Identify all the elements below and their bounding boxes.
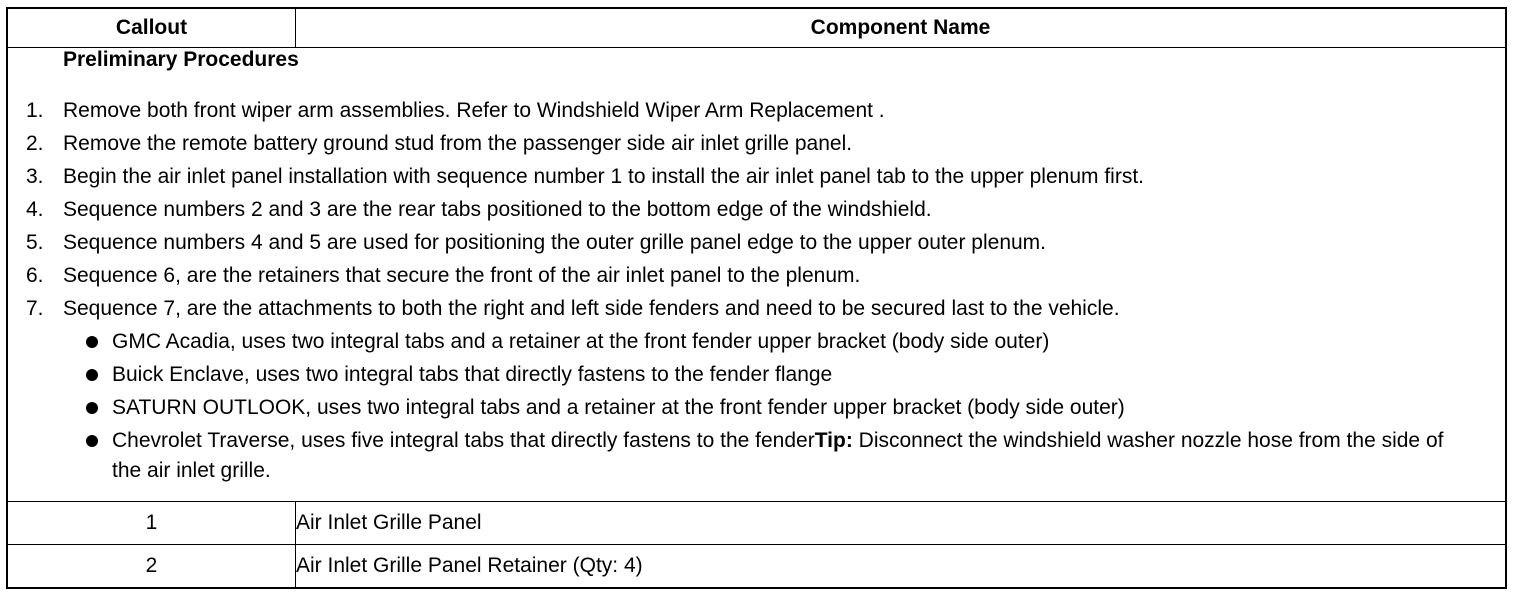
bullet-item	[8, 325, 1505, 358]
step-number: 4.	[26, 198, 44, 221]
vehicle-bullets	[8, 325, 1505, 486]
bullet-dot-icon	[86, 435, 98, 447]
component-table	[6, 7, 1507, 589]
bullet-text: Buick Enclave, uses two integral tabs that directly fastens to the fender flange	[112, 363, 833, 386]
step-text: Sequence 7, are the attachments to both the right and left side fenders and need to be secured last to the vehicle.	[63, 297, 1120, 320]
step-item	[8, 292, 1505, 325]
tip-text: Disconnect the windshield washer nozzle hose from the side of the air inlet grille.	[112, 429, 1444, 482]
step-text: Remove the remote battery ground stud from the passenger side air inlet grille panel.	[63, 132, 853, 155]
bullet-dot-icon	[86, 369, 98, 381]
procedure-steps	[8, 94, 1505, 325]
bullet-text: SATURN OUTLOOK, uses two integral tabs and a retainer at the front fender upper bracket (body side outer)	[112, 396, 1125, 419]
bullet-text: Chevrolet Traverse, uses five integral tabs that directly fastens to the fender	[112, 429, 815, 452]
table-row	[7, 502, 1506, 545]
bullet-text: GMC Acadia, uses two integral tabs and a retainer at the front fender upper bracket (body side outer)	[112, 330, 1050, 353]
preliminary-row	[7, 48, 1506, 502]
step-item	[8, 94, 1505, 127]
step-item	[8, 193, 1505, 226]
bullet-dot-icon	[86, 336, 98, 348]
step-text: Sequence 6, are the retainers that secure the front of the air inlet panel to the plenum.	[63, 264, 861, 287]
step-text: Remove both front wiper arm assemblies. Refer to Windshield Wiper Arm Replacement .	[63, 99, 885, 122]
bullet-dot-icon	[86, 402, 98, 414]
step-number: 1.	[26, 99, 44, 122]
component-name-cell: Air Inlet Grille Panel	[296, 502, 1507, 545]
callout-cell: 1	[7, 502, 296, 545]
tip-label: Tip:	[814, 429, 853, 452]
bullet-item	[8, 391, 1505, 424]
step-number: 3.	[26, 165, 44, 188]
preliminary-procedures-cell	[7, 48, 1506, 502]
callout-cell: 2	[7, 545, 296, 589]
preliminary-title: Preliminary Procedures	[63, 48, 299, 71]
step-text: Sequence numbers 4 and 5 are used for positioning the outer grille panel edge to the upper outer plenum.	[63, 231, 1047, 254]
header-row	[7, 8, 1506, 48]
step-text: Begin the air inlet panel installation with sequence number 1 to install the air inlet panel tab to the upper plenum first.	[63, 165, 1144, 188]
component-name-cell: Air Inlet Grille Panel Retainer (Qty: 4)	[296, 545, 1507, 589]
step-item	[8, 226, 1505, 259]
header-component-name: Component Name	[296, 8, 1507, 48]
step-number: 2.	[26, 132, 44, 155]
step-number: 5.	[26, 231, 44, 254]
step-item	[8, 160, 1505, 193]
header-callout: Callout	[7, 8, 296, 48]
table-row	[7, 545, 1506, 589]
step-item	[8, 259, 1505, 292]
bullet-item	[8, 358, 1505, 391]
step-item	[8, 127, 1505, 160]
bullet-item	[8, 424, 1505, 486]
step-number: 6.	[26, 264, 44, 287]
step-number: 7.	[26, 297, 44, 320]
step-text: Sequence numbers 2 and 3 are the rear tabs positioned to the bottom edge of the windshield.	[63, 198, 932, 221]
